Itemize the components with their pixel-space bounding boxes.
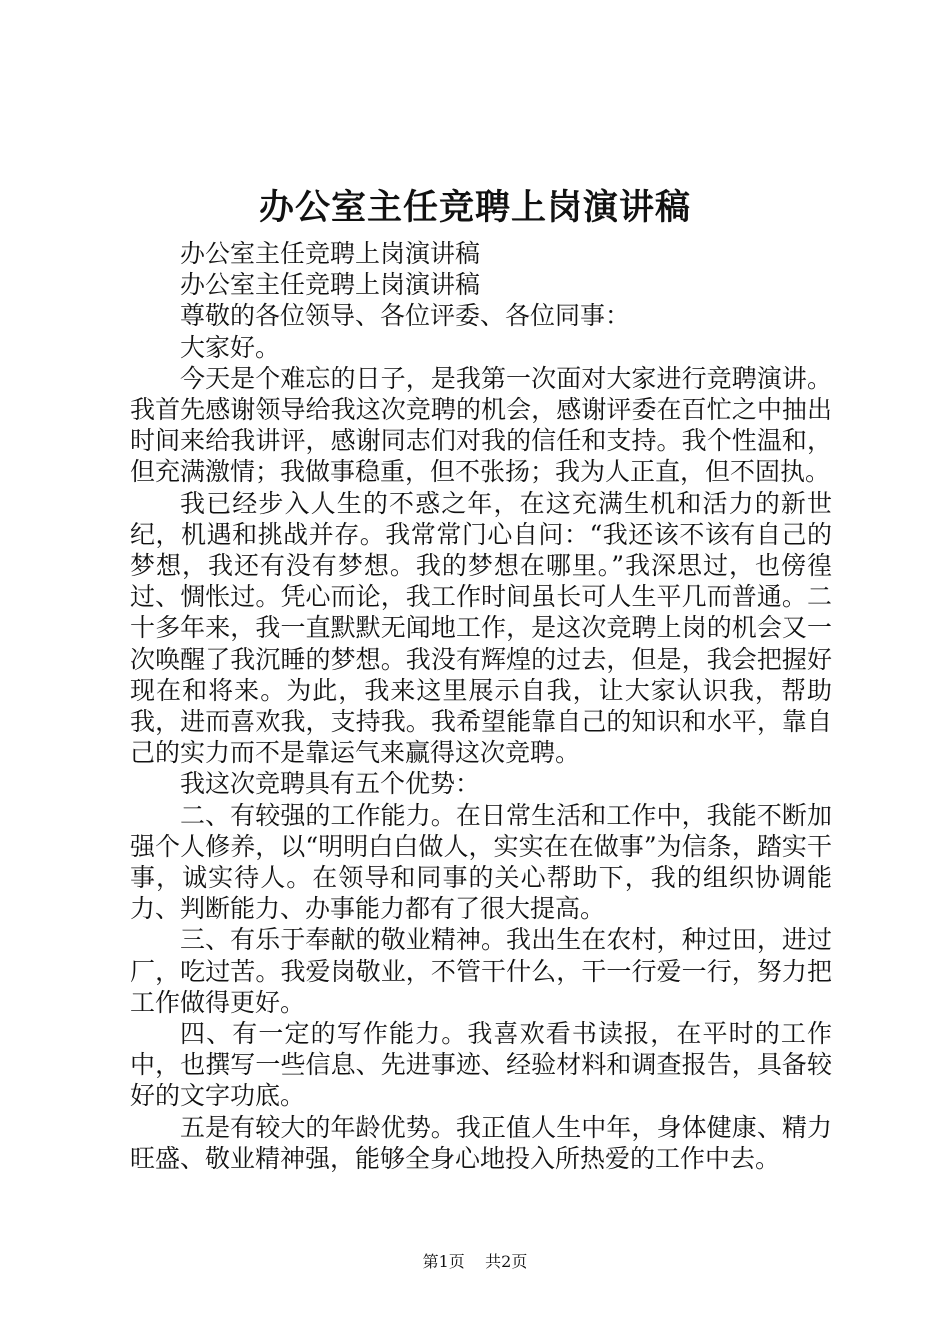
paragraph: 五是有较大的年龄优势。我正值人生中年，身体健康、精力旺盛、敬业精神强，能够全身心地投入所热爱的工作中去。	[130, 1112, 832, 1173]
paragraph: 我已经步入人生的不惑之年，在这充满生机和活力的新世纪，机遇和挑战并存。我常常门心自问：“我还该不该有自己的梦想，我还有没有梦想。我的梦想在哪里。”我深思过，也傍徨过、惆怅过。凭心而论，我工作时间虽长可人生平几而普通。二十多年来，我一直默默无闻地工作，是这次竞聘上岗的机会又一次唤醒了我沉睡的梦想。我没有辉煌的过去，但是，我会把握好现在和将来。为此，我来这里展示自我，让大家认识我，帮助我，进而喜欢我，支持我。我希望能靠自己的知识和水平，靠自己的实力而不是靠运气来赢得这次竞聘。	[130, 488, 832, 768]
paragraph: 我这次竞聘具有五个优势：	[180, 769, 481, 799]
paragraph: 尊敬的各位领导、各位评委、各位同事：	[180, 301, 631, 331]
page-total: 共2页	[485, 1252, 528, 1271]
document-title: 办公室主任竞聘上岗演讲稿	[258, 187, 691, 228]
paragraph: 三、有乐于奉献的敬业精神。我出生在农村，种过田，进过厂，吃过苦。我爱岗敬业，不管干什么，干一行爱一行，努力把工作做得更好。	[130, 925, 832, 1017]
page-number: 第1页	[422, 1252, 465, 1271]
paragraph: 办公室主任竞聘上岗演讲稿	[180, 239, 481, 268]
paragraph: 二、有较强的工作能力。在日常生活和工作中，我能不断加强个人修养，以“明明白白做人，实实在在做事”为信条，踏实干事，诚实待人。在领导和同事的关心帮助下，我的组织协调能力、判断能力、办事能力都有了很大提高。	[130, 800, 832, 924]
page-footer	[0, 1252, 950, 1272]
document-body	[130, 238, 832, 1174]
paragraph: 四、有一定的写作能力。我喜欢看书读报，在平时的工作中，也撰写一些信息、先进事迹、经验材料和调查报告，具备较好的文字功底。	[130, 1019, 832, 1111]
footer-spacer	[470, 1252, 480, 1271]
paragraph: 今天是个难忘的日子，是我第一次面对大家进行竞聘演讲。我首先感谢领导给我这次竞聘的机会，感谢评委在百忙之中抽出时间来给我讲评，感谢同志们对我的信任和支持。我个性温和，但充满激情；我做事稳重，但不张扬；我为人正直，但不固执。	[130, 363, 832, 487]
paragraph: 大家好。	[180, 332, 281, 362]
paragraph: 办公室主任竞聘上岗演讲稿	[180, 270, 481, 300]
